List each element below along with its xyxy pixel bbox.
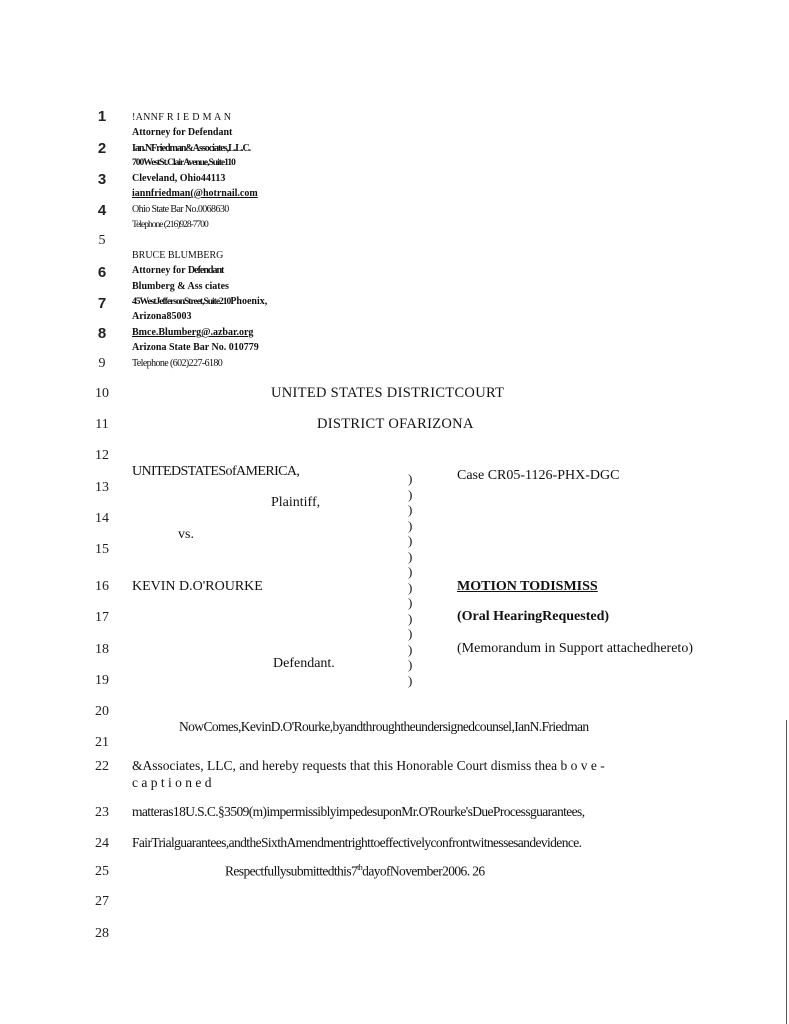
line-number: 14 — [95, 511, 109, 526]
signature-date-line: Respectfullysubmittedthis7thdayofNovember2006. 26 — [225, 863, 485, 879]
line-number: 18 — [95, 642, 109, 657]
body-paragraph-line: NowComes,KevinD.O'Rourke,byandthroughtheundersignedcounsel,IanN.Friedman — [179, 719, 589, 734]
counsel-name: !ANNF R I E D M A N — [132, 112, 232, 123]
counsel-firm: Blumberg & Ass ciates — [132, 281, 229, 292]
body-paragraph-line: c a p t i o n e d — [132, 775, 212, 790]
plaintiff-name: UNITEDSTATESofAMERICA, — [132, 464, 300, 479]
defendant-name: KEVIN D.O'ROURKE — [132, 579, 263, 594]
counsel-name: BRUCE BLUMBERG — [132, 250, 224, 261]
counsel-role: Attorney for Defendant — [132, 127, 233, 138]
counsel-email[interactable]: iannfriedman(@hotrnail.com — [132, 188, 258, 199]
line-number: 28 — [95, 926, 109, 941]
body-paragraph-line: &Associates, LLC, and hereby requests that this Honorable Court dismiss thea b o v e - — [132, 758, 605, 773]
line-number: 20 — [95, 704, 109, 719]
line-number: 1 — [97, 108, 107, 125]
body-paragraph-line: matteras18U.S.C.§3509(m)impermissiblyimpedesuponMr.O'Rourke'sDueProcessguarantees, — [132, 804, 585, 819]
body-paragraph-line: FairTrialguarantees,andtheSixthAmendmentrighttoeffectivelyconfrontwitnessesandevidence. — [132, 835, 582, 850]
case-number: Case CR05-1126-PHX-DGC — [457, 468, 620, 483]
line-number: 12 — [95, 448, 109, 463]
line-number: 2 — [97, 140, 107, 157]
line-number: 6 — [97, 264, 107, 281]
counsel-address: 700WestSt.ClairAvenue,Suite110 — [132, 158, 235, 168]
counsel-bar-number: Ohio State Bar No.0068630 — [132, 204, 229, 215]
line-number: 17 — [95, 610, 109, 625]
line-number: 24 — [95, 836, 109, 851]
defendant-role: Defendant. — [273, 656, 335, 671]
line-number: 11 — [95, 417, 109, 432]
counsel-email[interactable]: Bmce.Blumberg@.azbar.org — [132, 327, 254, 338]
line-number: 5 — [98, 233, 106, 248]
line-number: 7 — [97, 295, 107, 312]
margin-rule — [786, 720, 787, 1024]
line-number: 16 — [95, 579, 109, 594]
motion-title: MOTION TODISMISS — [457, 579, 598, 594]
oral-hearing-note: (Oral HearingRequested) — [457, 609, 610, 624]
line-number: 27 — [95, 894, 109, 909]
line-number: 15 — [95, 542, 109, 557]
counsel-telephone: Telephone (602)227-6180 — [132, 358, 223, 369]
counsel-firm: Ian.NFriedman&Associates,L.L.C. — [132, 143, 251, 154]
line-number: 4 — [97, 202, 107, 219]
counsel-city: Cleveland, Ohio44113 — [132, 173, 226, 184]
line-number: 21 — [95, 735, 109, 750]
line-number: 13 — [95, 480, 109, 495]
line-number: 10 — [95, 386, 109, 401]
counsel-bar-number: Arizona State Bar No. 010779 — [132, 342, 259, 353]
counsel-city: Arizona85003 — [132, 311, 192, 322]
memorandum-note: (Memorandum in Support attachedhereto) — [457, 641, 693, 656]
line-number: 25 — [95, 864, 109, 879]
line-number: 19 — [95, 673, 109, 688]
plaintiff-role: Plaintiff, — [271, 495, 321, 510]
court-title: UNITED STATES DISTRICTCOURT — [271, 385, 505, 401]
counsel-role: Attorney for Defendant — [132, 265, 224, 276]
line-number: 9 — [98, 356, 106, 371]
line-number: 23 — [95, 805, 109, 820]
versus-label: vs. — [178, 527, 194, 542]
court-district: DISTRICT OFARIZONA — [317, 416, 474, 432]
line-number: 22 — [95, 759, 109, 774]
caption-parentheses: ) ) ) ) ) ) ) ) ) ) ) ) ) ) — [408, 471, 413, 688]
counsel-telephone: Telephone (216)928-7700 — [132, 220, 208, 230]
line-number: 3 — [97, 171, 107, 188]
line-number: 8 — [97, 325, 107, 342]
counsel-address: 45WestJeffersonStreet,Suite210Phoenix, — [132, 296, 268, 307]
